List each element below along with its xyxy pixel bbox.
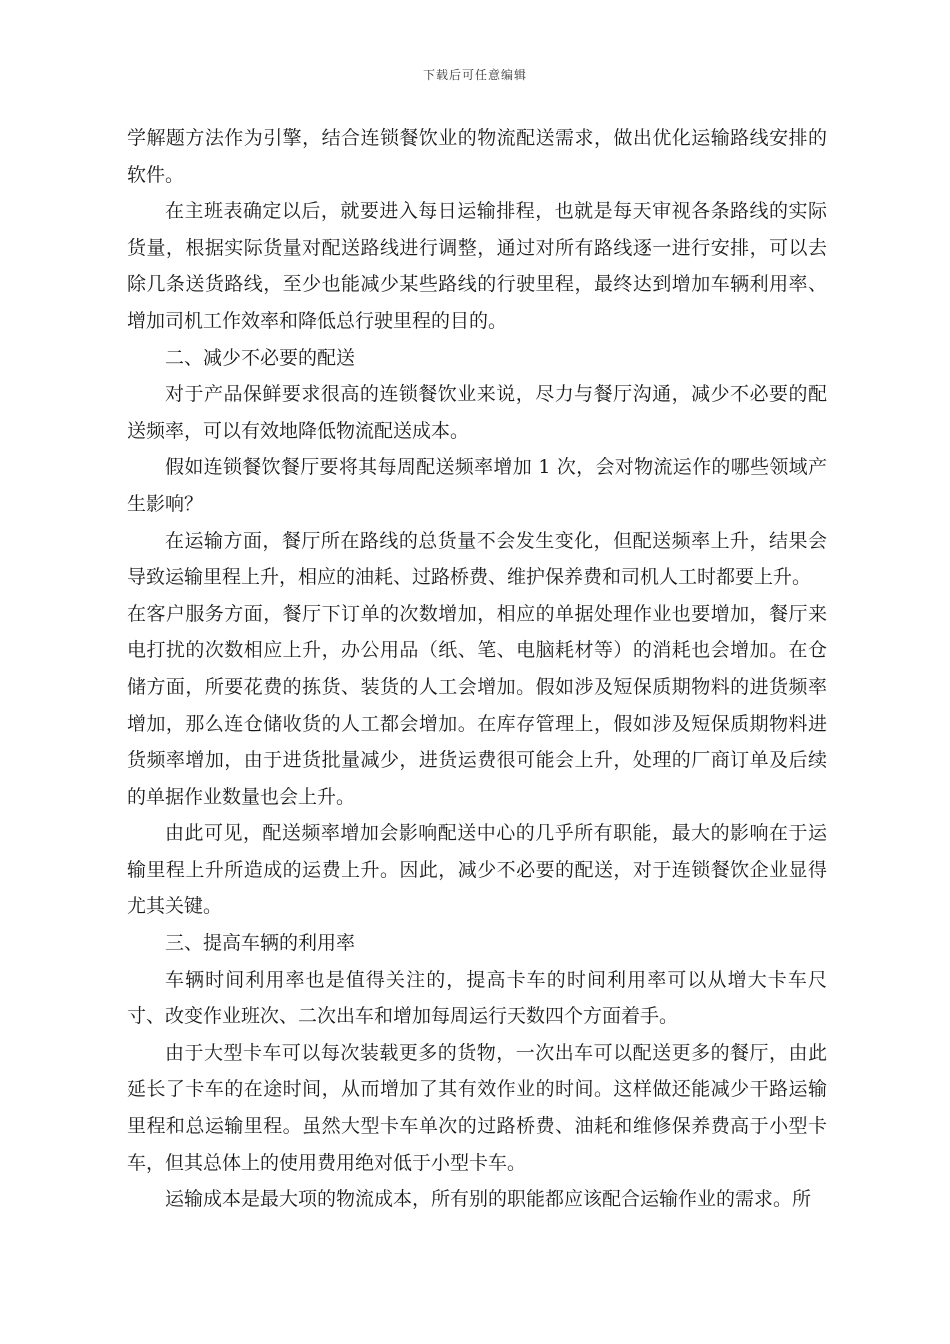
- paragraph: 运输成本是最大项的物流成本，所有别的职能都应该配合运输作业的需求。所: [165, 1188, 812, 1211]
- document-body: [127, 120, 827, 1218]
- paragraph: 由于大型卡车可以每次装载更多的货物，一次出车可以配送更多的餐厅，由此延长了卡车的在途时间，从而增加了其有效作业的时间。这样做还能减少干路运输里程和总运输里程。虽然大型卡车单次的过路桥费、油耗和维修保养费高于小型卡车，但其总体上的使用费用绝对低于小型卡车。: [127, 1041, 827, 1174]
- paragraph: 在主班表确定以后，就要进入每日运输排程，也就是每天审视各条路线的实际货量，根据实际货量对配送路线进行调整，通过对所有路线逐一进行安排，可以去除几条送货路线，至少也能减少某些路线的行驶里程，最终达到增加车辆利用率、增加司机工作效率和降低总行驶里程的目的。: [127, 200, 827, 332]
- paragraph: 在运输方面，餐厅所在路线的总货量不会发生变化，但配送频率上升，结果会导致运输里程上升，相应的油耗、过路桥费、维护保养费和司机人工时都要上升。: [127, 529, 827, 589]
- paragraph: 在客户服务方面，餐厅下订单的次数增加，相应的单据处理作业也要增加，餐厅来电打扰的次数相应上升，办公用品（纸、笔、电脑耗材等）的消耗也会增加。在仓储方面，所要花费的拣货、装货的人工会增加。假如涉及短保质期物料的进货频率增加，那么连仓储收货的人工都会增加。在库存管理上，假如涉及短保质期物料进货频率增加，由于进货批量减少，进货运费很可能会上升，处理的厂商订单及后续的单据作业数量也会上升。: [127, 602, 827, 808]
- section-heading: 三、提高车辆的利用率: [165, 932, 356, 955]
- page-header: 下载后可任意编辑: [422, 68, 527, 82]
- paragraph: 车辆时间利用率也是值得关注的，提高卡车的时间利用率可以从增大卡车尺寸、改变作业班次、二次出车和增加每周运行天数四个方面着手。: [127, 968, 827, 1028]
- paragraph: 对于产品保鲜要求很高的连锁餐饮业来说，尽力与餐厅沟通，减少不必要的配送频率，可以有效地降低物流配送成本。: [127, 383, 827, 442]
- paragraph: 由此可见，配送频率增加会影响配送中心的几乎所有职能，最大的影响在于运输里程上升所造成的运费上升。因此，减少不必要的配送，对于连锁餐饮企业显得尤其关键。: [127, 822, 827, 918]
- paragraph: 假如连锁餐饮餐厅要将其每周配送频率增加 1 次，会对物流运作的哪些领域产生影响？: [127, 456, 827, 515]
- section-heading: 二、减少不必要的配送: [165, 346, 356, 369]
- paragraph: 学解题方法作为引擎，结合连锁餐饮业的物流配送需求，做出优化运输路线安排的软件。: [127, 127, 827, 186]
